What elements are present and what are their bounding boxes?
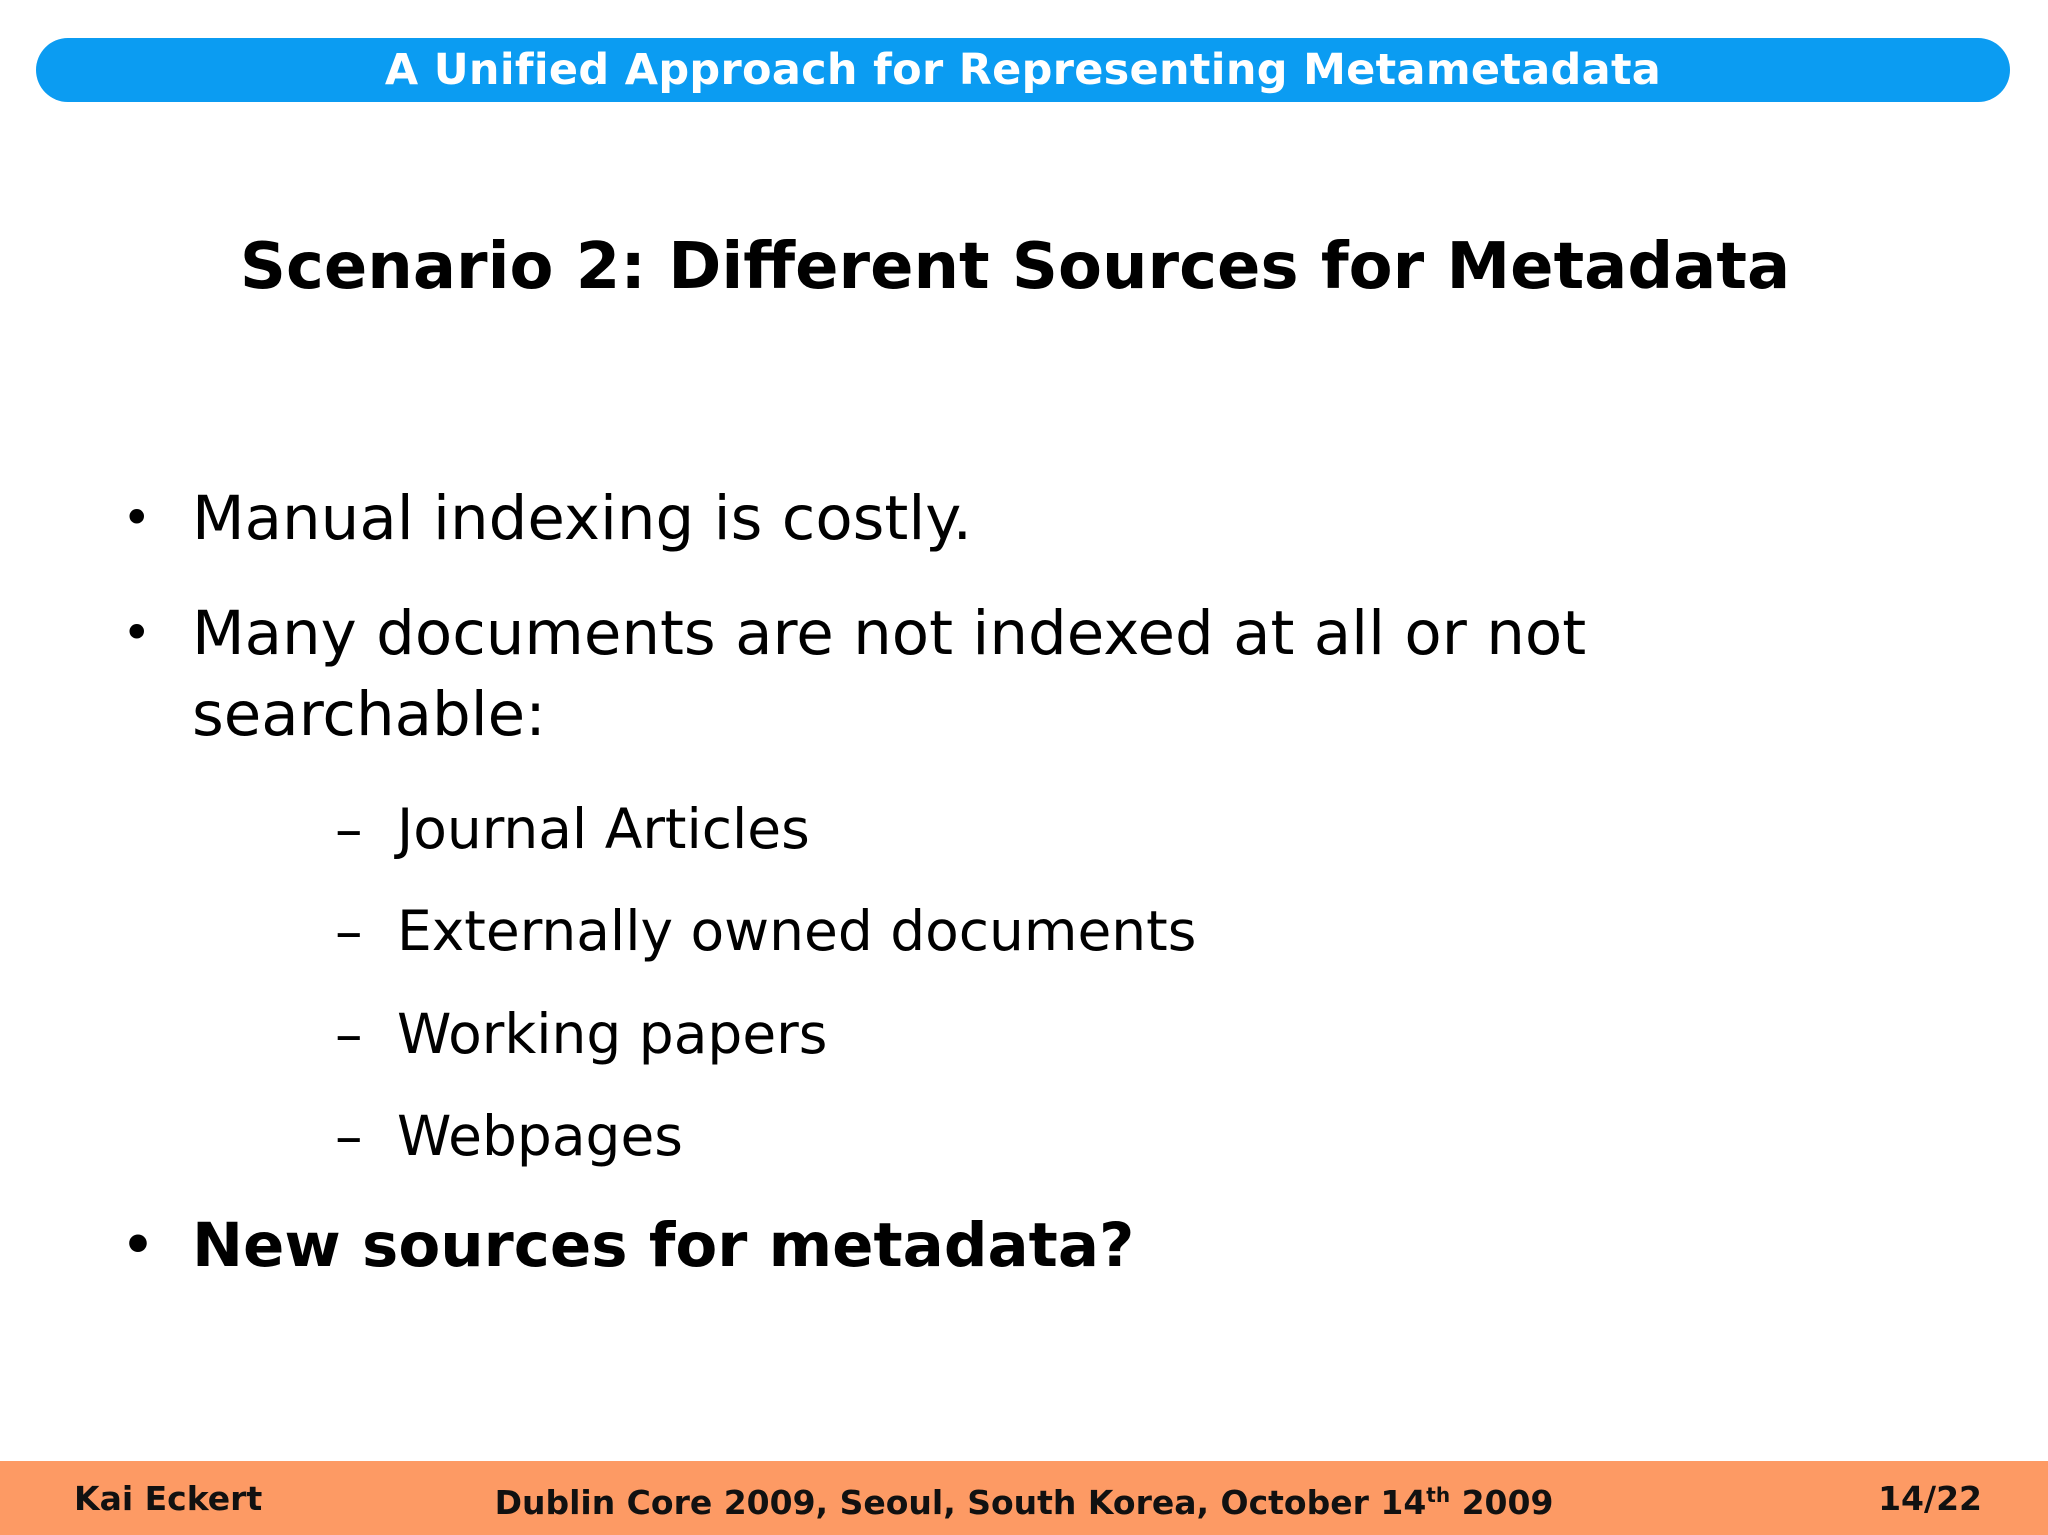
footer-page-number: 14/22 xyxy=(1878,1479,1982,1518)
bullet-dot-icon: • xyxy=(122,1216,154,1274)
dash-icon: – xyxy=(335,899,363,963)
slide-title: Scenario 2: Different Sources for Metadata xyxy=(239,230,1791,304)
sub-item xyxy=(335,998,828,1070)
footer-event xyxy=(0,1483,2048,1522)
bullet-item xyxy=(122,593,1587,755)
footer-event-superscript: th xyxy=(1426,1483,1451,1507)
sub-item-text: Working papers xyxy=(397,1002,828,1066)
dash-icon: – xyxy=(335,1002,363,1066)
sub-item-text: Journal Articles xyxy=(397,797,810,861)
footer-event-text: Dublin Core 2009, Seoul, South Korea, October 14 xyxy=(494,1483,1427,1522)
header-banner xyxy=(36,38,2010,102)
sub-item xyxy=(335,895,1197,967)
bullet-item xyxy=(122,478,973,559)
bullet-text: Manual indexing is costly. xyxy=(192,483,973,554)
footer-event-year: 2009 xyxy=(1450,1483,1554,1522)
sub-item xyxy=(335,1100,683,1172)
dash-icon: – xyxy=(335,797,363,861)
header-title: A Unified Approach for Representing Metametadata xyxy=(384,45,1662,95)
bullet-text: New sources for metadata? xyxy=(192,1210,1135,1281)
sub-item xyxy=(335,793,810,865)
sub-item-text: Webpages xyxy=(397,1104,683,1168)
bullet-text-line-2: searchable: xyxy=(192,679,546,750)
footer-bar xyxy=(0,1461,2048,1535)
bullet-dot-icon: • xyxy=(122,604,152,662)
bullet-item xyxy=(122,1205,1135,1286)
dash-icon: – xyxy=(335,1104,363,1168)
bullet-dot-icon: • xyxy=(122,489,152,547)
sub-item-text: Externally owned documents xyxy=(397,899,1197,963)
footer-author: Kai Eckert xyxy=(74,1479,263,1518)
bullet-text-line-1: Many documents are not indexed at all or not xyxy=(192,598,1587,669)
